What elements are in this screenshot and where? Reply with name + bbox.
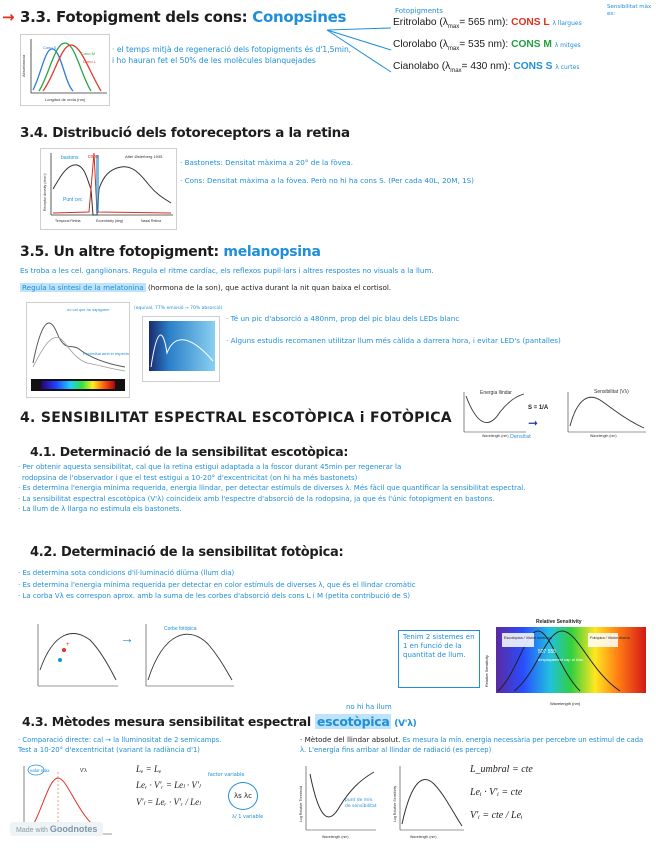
fotopigments-label: Fotopigments [395,7,443,15]
title-3-3-blue: Conopsines [252,8,347,26]
arrow-right-icon: ➞ [528,416,539,430]
bracket-lines [325,10,395,80]
density-xlabel: Eccentricity (deg) [96,219,124,223]
density-label-cons: cons [88,154,99,160]
energy-threshold-plot [456,388,528,438]
rainbow-note-2: desplaçament cap al blau [538,657,584,662]
threshold-eq-1: L_umbral = cte [470,764,533,775]
s41-line-5: · La llum de λ llarga no estimula els bastonets. [18,505,182,513]
s-cone-curve [33,49,73,91]
svg-text:+: + [66,642,70,648]
section-3-4-title: 3.4. Distribució dels fotoreceptors a la retina [20,125,350,141]
rainbow-ylabel: Relative Sensitivity [485,655,489,687]
density-label-bastons: bastons [61,155,79,161]
melanopsin-note-2: Proximitat amb el espectre [83,351,129,356]
melanopsin-note-3: (equival, 77% emissió → 70% absorció) [134,306,223,311]
v-lambda-label: V'λ [80,768,87,774]
density-x1: Temporal Retina [55,219,81,223]
s42-text [18,568,648,603]
rainbow-scotopic-label: Escotòpica / Visión nocturna [504,636,552,640]
s42-line-3: · La corba Vλ es correspon aprox. amb la suma de les corbes d'absorció dels cons L i M (petita contribució de S) [18,592,411,600]
density-plot-title: After Østerberg 1935 [125,154,163,159]
sensitivity-curve-plot [392,760,466,842]
fotopigment-row-s: Cianolabo ($\lambda_{max}= 430$ nm): CONS S λ curtes [393,61,580,75]
density-ylabel: Receptor density (/mm²) [43,173,47,211]
plot-label-l: Cono L [83,59,96,64]
curve-note: Corbe fotòpica [164,626,197,632]
s43-mid-title: · Mètode del llindar absolut. [300,735,401,744]
lambda-circle: λs λc [228,782,258,810]
s35-line-1: Es troba a les cel. ganglionars. Regula el ritme cardíac, els reflexos pupil·lars i altres respostes no visuals a la llum. [20,266,434,275]
rainbow-sensitivity-plot [480,615,650,710]
density-x2: Nasal Retina [141,219,162,223]
rainbow-xlabel: Wavelength (nm) [550,701,581,706]
s41-line-4: · La sensibilitat espectral escotòpica (V'λ) coincideix amb l'espectre d'absorció de la rodopsina, ja que és l'únic fotopigment en bastons. [18,494,495,503]
fotopigment-list [393,17,655,83]
s34-bullet-2: · Cons: Densitat màxima a la fòvea. Però no hi ha cons S. (Per cada 40L, 20M, 1S) [180,176,474,185]
inverse-operator: S = 1/A [528,405,549,411]
s41-line-3: · Es determina l'energia mínima requerida, energia llindar, per detectar estímuls de diverses λ. Més fàcil que quantificar la sensibilitat espectral. [18,484,526,492]
section-3-5-title: 3.5. Un altre fotopigment: melanopsina [20,244,321,260]
two-systems-box: Tenim 2 sistemes en 1 en funció de la quantitat de llum. [398,630,480,688]
s42-line-2: · Es determina l'energia mínima requerida per detectar en color estímuls de diverses λ, que és el llindar cromàtic [18,580,416,589]
plot-ylabel: Absorbancia [21,54,26,77]
s43-left-sub: Test a 10-20° d'excentricitat (variant la radiància d'1) [18,746,200,754]
section-4-2-title: 4.2. Determinació de la sensibilitat fotòpica: [30,545,344,560]
melanopsin-absorption-plot [26,302,130,398]
section-3-3-title [2,8,347,26]
sensitivity-ylabel: Log Relative Sensitivity [393,785,397,822]
cone-s-label: CONS S [513,61,553,72]
fotopigment-row-m: Clorolabo ($\lambda_{max}= 535$ nm): CONS M λ mitges [393,39,581,53]
s35-line-2: Regula la síntesi de la melatonina (hormona de la son), que activa durant la nit quan baixa el cortisol. [22,283,392,292]
no-light-note: no hi ha llum [346,703,392,711]
sensibilitat-max-note: Sensibilitat màx es: [607,4,652,17]
sensitivity-plot-title: Sensibilitat (Vλ) [594,389,629,395]
threshold-equations [470,764,590,821]
s42-line-1: · Es determina sota condicions d'il·luminació diürna (llum dia) [18,569,235,577]
plot-xlabel: Longitud de onda (nm) [45,97,86,102]
cone-l-label: CONS L [511,17,550,28]
photopic-sketch-1 [30,620,120,692]
energy-plot-xlabel: Wavelength (nm) [482,434,509,438]
goodnotes-watermark: Made with Goodnotes [10,822,103,836]
sensitivity-xlabel: Wavelength (nm) [410,835,437,839]
s43-left-text [18,735,298,755]
section-4-title: 4. SENSIBILITAT ESPECTRAL ESCOTÒPICA i FOTÒPICA [20,410,452,426]
valor-max-label: valor màx [30,768,50,773]
s43-mid-text: · Mètode del llindar absolut. Es mesura la mín. energia necessària per percebre un estímul de cada λ. L'energia fins arribar al llindar de radiació (es percep) [300,735,644,754]
melanopsin-note-1: no cal que ho sapiguem [67,307,110,312]
threshold-eq-3: V'ᵢ = cte / Leᵢ [470,810,523,821]
s43-left-title: · Comparació directe: cal → la lluminositat de 2 semicamps. [18,736,222,744]
plot-label-s: Cono S [43,45,57,50]
eq-1: Lₑ = Lₑ [136,764,162,774]
rainbow-note: 507 555 [538,649,557,655]
s41-text [18,462,650,515]
cone-m-label: CONS M [511,39,552,50]
rainbow-photopic-label: Fotòpica / Visión diurna [590,636,630,640]
eq-2: Leᵣ · V'ᵣ = Leₗ · V'ₗ [136,780,201,790]
title-3-3-number: 3.3. Fotopigment dels cons: [20,8,248,26]
sensitivity-plot-xlabel: Wavelength (nm) [590,434,617,438]
eq-3: V'ₗ = Leᵣ · V'ᵣ / Leₗ [136,797,201,807]
receptor-density-plot [40,148,177,230]
red-arrow-icon: → [2,8,15,26]
rainbow-title: Relative Sensitivity [536,619,582,625]
s41-line-2: rodopsina de l'observador i que el test estigui a 10-20° d'excentricitat (on hi ha més bastonets) [22,473,358,482]
energy-plot-title: Energia llindar [480,390,512,396]
melatonin-highlight: Regula la síntesi de la melatonina [22,283,144,292]
s35-bullet-1: · Té un pic d'absorció a 480nm, prop del pic blau dels LEDs blanc [226,314,460,323]
s35-bullet-2: · Alguns estudis recomanen utilitzar llum més càlida a darrera hora, i evitar LED's (pantalles) [226,336,561,345]
threshold-ylabel: Log Relative Threshold [299,786,303,822]
fotopigment-row-l: Eritrolabo ($\lambda_{max}= 565$ nm): CONS L λ llargues [393,17,582,31]
circle-note: λ/ 1 variable [232,814,264,820]
photopic-sketch-2 [138,620,238,692]
section-4-3-title: 4.3. Mètodes mesura sensibilitat espectral escotòpica (V'λ) [22,714,417,729]
densitat-note: Densitat [510,434,532,440]
section-4-1-title: 4.1. Determinació de la sensibilitat escotòpica: [30,444,349,459]
s34-bullets [180,158,580,186]
plot-label-m: Cono M [81,51,96,56]
threshold-xlabel: Wavelength (nm) [322,835,349,839]
arrow-right-icon-2: → [120,630,134,646]
s34-bullet-1: · Bastonets: Densitat màxima a 20° de la fòvea. [180,158,353,167]
cone-absorbance-plot [20,34,110,106]
led-spectrum-plot [142,316,220,382]
s41-line-1: · Per obtenir aquesta sensibilitat, cal que la retina estigui adaptada a la foscor durant 45min per regenerar la [18,463,402,471]
sensitivity-plot [560,386,648,438]
min-sensitivity-note: punt de mín. de sensibilitat [345,798,377,809]
density-label-punt-cec: Punt cec [63,197,83,203]
threshold-eq-2: Leᵢ · V'ᵢ = cte [470,787,523,798]
factor-variable-note: factor variable [208,772,245,778]
s35-bullets [226,314,646,346]
s33-regeneration-note: · el temps mitjà de regeneració dels fotopigments és d'1,5min, i ho hauran fet el 50% de les molècules blanquejades [112,45,352,65]
